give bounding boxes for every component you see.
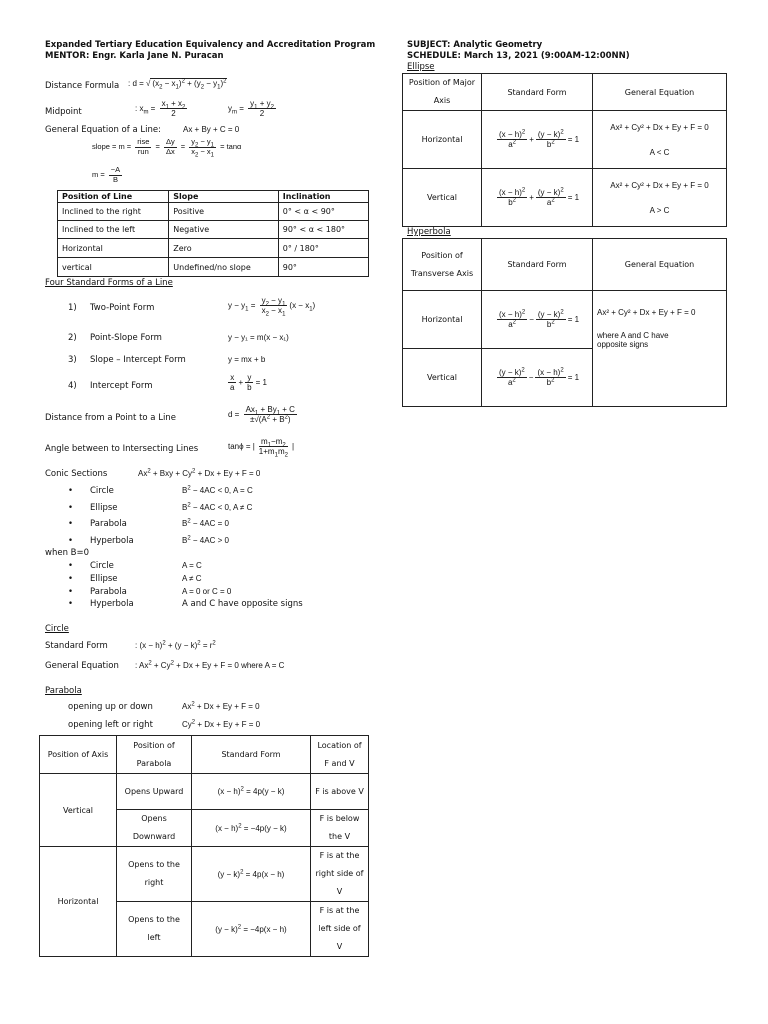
th-position: Position of Line: [58, 191, 169, 203]
cell: $(y - k)^2 = 4p(x - h)$: [192, 847, 311, 902]
table-row: [40, 774, 369, 810]
distance-formula: : d = √ $(x_2 - x_1)^2 + (y_2 - y_1)^2$: [128, 78, 227, 91]
conic-circle: Circle: [90, 486, 114, 496]
program-title: Expanded Tertiary Education Equivalency and Accreditation Program: [45, 40, 376, 50]
table-row: [40, 847, 369, 902]
parabola-ud-eq: $Ax^2 + Dx + Ey + F = 0$: [182, 701, 260, 711]
b0-parabola: Parabola: [90, 587, 127, 597]
cell: 90°: [278, 258, 368, 277]
circle-gen-label: General Equation: [45, 661, 119, 671]
angle-label: Angle between to Intersecting Lines: [45, 444, 199, 454]
two-point-eq: $y - y_1$ = $\frac{y_2 - y_1}{x_2 - x_1}$ $(x - x_1)$: [228, 296, 316, 318]
th-location: Location of F and V: [311, 736, 369, 774]
cell: Horizontal: [403, 111, 482, 169]
cell: $(y - k)^2 = -4p(x - h)$: [192, 902, 311, 957]
table-row: [58, 221, 369, 239]
cond-hyperbola: $B^2 - 4AC > 0$: [182, 535, 229, 545]
parabola-ud-label: opening up or down: [68, 702, 153, 712]
gen-eq: Ax² + Cy² + Dx + Ey + F = 0: [610, 122, 709, 132]
circle-std-label: Standard Form: [45, 641, 108, 651]
cell: [593, 169, 727, 227]
th-axis: Position of Axis: [40, 736, 117, 774]
gen-eq: Ax² + Cy² + Dx + Ey + F = 0: [610, 180, 709, 190]
cell: Vertical: [403, 349, 482, 407]
conic-eq: $Ax^2$ + Bxy + $Cy^2 + Dx + Ey + F = 0$: [138, 468, 261, 478]
cond: A < C: [649, 147, 670, 157]
parabola-lr-label: opening left or right: [68, 720, 153, 730]
cell: 90° < α < 180°: [278, 221, 368, 239]
b0-cond-circle: A = C: [182, 561, 202, 570]
cell: F is at the left side of V: [311, 902, 369, 957]
conic-hyperbola: Hyperbola: [90, 536, 134, 546]
cell: [593, 111, 727, 169]
conic-ellipse: Ellipse: [90, 503, 118, 513]
cell: F is at the right side of V: [311, 847, 369, 902]
line-eq-label: General Equation of a Line:: [45, 125, 161, 135]
parabola-lr-eq: $Cy^2 + Dx + Ey + F = 0$: [182, 719, 261, 729]
form-point-slope: Point-Slope Form: [90, 333, 162, 343]
b0-circle: Circle: [90, 561, 114, 571]
parabola-title: Parabola: [45, 686, 82, 696]
b0-hyperbola: Hyperbola: [90, 599, 134, 609]
parabola-table: [39, 735, 369, 957]
form-num: 2): [68, 333, 77, 343]
midpoint-label: Midpoint: [45, 107, 82, 117]
cell: $\frac{(x - h)^2}{a^2}$ + $\frac{(y - k)^2}{b^2}$ = 1: [482, 111, 593, 169]
th-position: Position of Parabola: [117, 736, 192, 774]
hyperbola-table: [402, 238, 727, 407]
axis-horizontal: Horizontal: [40, 847, 117, 957]
table-row: [58, 239, 369, 258]
table-row: [58, 258, 369, 277]
cond-circle: $B^2 - 4AC < 0$, A = C: [182, 485, 253, 495]
b0-ellipse: Ellipse: [90, 574, 118, 584]
table-row: [403, 169, 727, 227]
cell: Positive: [169, 203, 278, 221]
point-slope-eq: y − y₁ = m(x − x₁): [228, 333, 289, 342]
form-num: 3): [68, 355, 77, 365]
axis-vertical: Vertical: [40, 774, 117, 847]
cell: Inclined to the right: [58, 203, 169, 221]
th-standard-form: Standard Form: [192, 736, 311, 774]
form-num: 4): [68, 381, 77, 391]
dist-point-eq: d = $\frac{Ax_1 + By_1 + C}{\pm√(A^2 + B^2)}$: [228, 405, 295, 425]
subject-line: SUBJECT: Analytic Geometry: [407, 40, 543, 50]
bullet-icon: •: [68, 599, 74, 609]
mentor-line: MENTOR: Engr. Karla Jane N. Puracan: [45, 51, 224, 61]
cond: A > C: [649, 205, 670, 215]
cell: 0° / 180°: [278, 239, 368, 258]
cell: Opens to the right: [117, 847, 192, 902]
th-general-eq: General Equation: [593, 74, 727, 111]
bullet-icon: •: [68, 503, 74, 513]
th-major-axis: Position of Major Axis: [403, 74, 482, 111]
cell: 0° < α < 90°: [278, 203, 368, 221]
hyperbola-gen-cell: [593, 291, 727, 407]
table-row: [403, 111, 727, 169]
circle-std-eq: : $(x - h)^2 + (y - k)^2 = r^2$: [135, 640, 216, 650]
b0-cond-ellipse: A ≠ C: [182, 574, 202, 583]
slope-intercept-eq: y = mx + b: [228, 355, 266, 364]
gen-note: where A and C have opposite signs: [597, 331, 669, 349]
table-row: [403, 291, 727, 349]
bullet-icon: •: [68, 536, 74, 546]
b0-cond-hyperbola: A and C have opposite signs: [182, 599, 303, 609]
form-num: 1): [68, 303, 77, 313]
cell: Opens to the left: [117, 902, 192, 957]
th-standard-form: Standard Form: [482, 239, 593, 291]
table-row: [58, 203, 369, 221]
th-transverse-axis: Position of Transverse Axis: [403, 239, 482, 291]
circle-title: Circle: [45, 624, 69, 634]
line-eq: Ax + By + C = 0: [183, 125, 240, 134]
cell: Horizontal: [58, 239, 169, 258]
cell: F is above V: [311, 774, 369, 810]
circle-gen-eq: : $Ax^2 + Cy^2 + Dx + Ey + F = 0$ where A = C: [135, 660, 285, 670]
gen-eq: Ax² + Cy² + Dx + Ey + F = 0: [597, 308, 696, 317]
line-position-table: [57, 190, 369, 277]
cell: Opens Upward: [117, 774, 192, 810]
ellipse-table: [402, 73, 727, 227]
cell: F is below the V: [311, 810, 369, 847]
forms-title: Four Standard Forms of a Line: [45, 278, 173, 288]
cell: $\frac{(y - k)^2}{a^2}$ − $\frac{(x - h)^2}{b^2}$ = 1: [482, 349, 593, 407]
th-inclination: Inclination: [278, 191, 368, 203]
bullet-icon: •: [68, 519, 74, 529]
intercept-eq: $\frac{x}{a}$ + $\frac{y}{b}$ = 1: [230, 373, 267, 393]
angle-eq: tanϕ = | $\frac{m_1-m_2}{1+m_1m_2}$ |: [228, 437, 295, 459]
schedule-line: SCHEDULE: March 13, 2021 (9:00AM-12:00NN): [407, 51, 630, 61]
bullet-icon: •: [68, 574, 74, 584]
form-two-point: Two-Point Form: [90, 303, 155, 313]
cell: Vertical: [403, 169, 482, 227]
cell: Inclined to the left: [58, 221, 169, 239]
conic-label: Conic Sections: [45, 469, 108, 479]
b0-cond-parabola: A = 0 or C = 0: [182, 587, 232, 596]
cond-parabola: $B^2 - 4AC = 0$: [182, 518, 229, 528]
cell: $(x - h)^2 = -4p(y - k)$: [192, 810, 311, 847]
cell: vertical: [58, 258, 169, 277]
m-formula: m = $\frac{-A}{B}$: [92, 165, 121, 184]
th-standard-form: Standard Form: [482, 74, 593, 111]
distance-label: Distance Formula: [45, 81, 120, 91]
when-b0: when B=0: [45, 548, 90, 558]
form-intercept: Intercept Form: [90, 381, 153, 391]
midpoint-y-formula: $y_m$ = $\frac{y_1 + y_2}{2}$: [228, 99, 274, 119]
cond-ellipse: $B^2 - 4AC < 0$, A ≠ C: [182, 502, 253, 512]
bullet-icon: •: [68, 561, 74, 571]
midpoint-formula: : $x_m$ = $\frac{x_1 + x_2}{2}$: [135, 99, 186, 119]
ellipse-title: Ellipse: [407, 62, 435, 72]
cell: Opens Downward: [117, 810, 192, 847]
conic-parabola: Parabola: [90, 519, 127, 529]
th-general-eq: General Equation: [593, 239, 727, 291]
hyperbola-title: Hyperbola: [407, 227, 451, 237]
th-slope: Slope: [169, 191, 278, 203]
bullet-icon: •: [68, 486, 74, 496]
dist-point-label: Distance from a Point to a Line: [45, 413, 176, 423]
cell: Undefined/no slope: [169, 258, 278, 277]
cell: $\frac{(x - h)^2}{b^2}$ + $\frac{(y - k)^2}{a^2}$ = 1: [482, 169, 593, 227]
cell: $\frac{(x - h)^2}{a^2}$ − $\frac{(y - k)^2}{b^2}$ = 1: [482, 291, 593, 349]
bullet-icon: •: [68, 587, 74, 597]
cell: Negative: [169, 221, 278, 239]
cell: Horizontal: [403, 291, 482, 349]
cell: $(x - h)^2 = 4p(y - k)$: [192, 774, 311, 810]
cell: Zero: [169, 239, 278, 258]
form-slope-intercept: Slope – Intercept Form: [90, 355, 186, 365]
slope-formula: slope = m = $\frac{\text{rise}}{\text{run}}$ = $\frac{\Delta y}{\Delta x}$ = $\frac{y_2 - y_1}{x_2 - x_1}$ = tanα: [92, 137, 242, 159]
